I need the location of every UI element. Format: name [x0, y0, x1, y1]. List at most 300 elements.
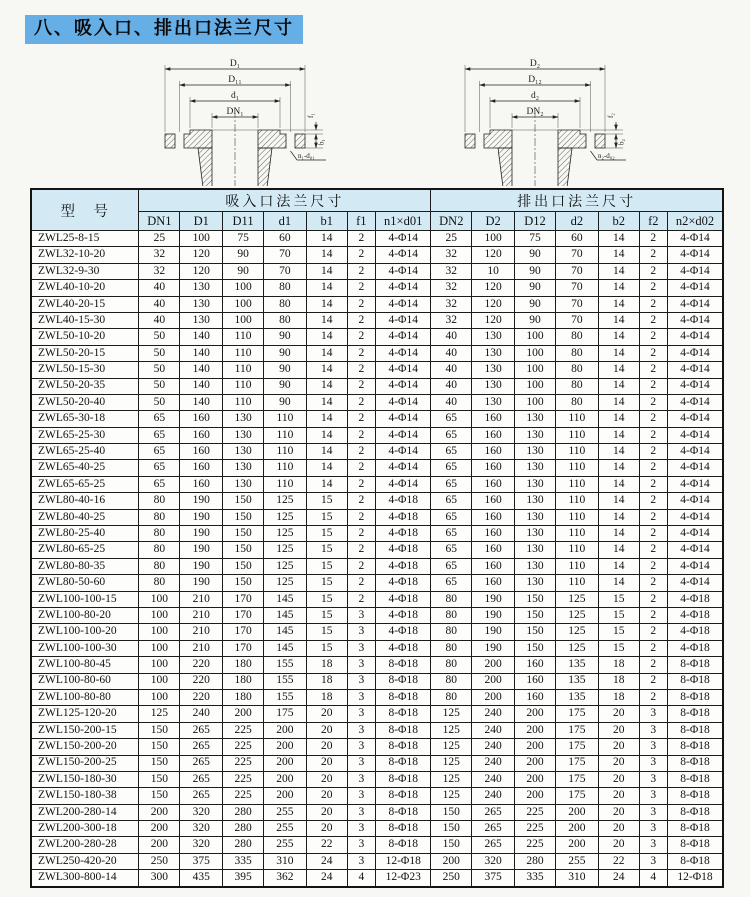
- dimension-cell: 140: [180, 329, 223, 345]
- hub-wall-left: [198, 148, 212, 186]
- dimension-cell: 125: [431, 739, 472, 755]
- dimension-cell: 120: [472, 312, 515, 328]
- model-cell: ZWL125-120-20: [31, 706, 139, 722]
- dimension-cell: 2: [639, 444, 667, 460]
- dimension-cell: 60: [555, 231, 598, 247]
- dimension-cell: 20: [598, 788, 639, 804]
- dimension-cell: 2: [639, 509, 667, 525]
- dimension-cell: 160: [515, 673, 556, 689]
- model-cell: ZWL25-8-15: [31, 231, 139, 247]
- dimension-cell: 15: [306, 640, 347, 656]
- dimension-cell: 4-Φ14: [376, 460, 431, 476]
- dimension-cell: 110: [223, 345, 264, 361]
- dimension-cell: 14: [598, 263, 639, 279]
- dimension-cell: 14: [598, 476, 639, 492]
- dimension-cell: 250: [139, 853, 180, 869]
- dimension-cell: 90: [515, 263, 556, 279]
- dimension-cell: 3: [639, 755, 667, 771]
- dimension-cell: 160: [472, 558, 515, 574]
- dimension-cell: 3: [639, 804, 667, 820]
- flange-edge-left: [165, 134, 175, 148]
- dimension-cell: 80: [431, 640, 472, 656]
- dimension-cell: 150: [139, 788, 180, 804]
- dimension-cell: 100: [139, 607, 180, 623]
- dimension-cell: 32: [431, 312, 472, 328]
- dimension-cell: 15: [598, 624, 639, 640]
- dimension-cell: 14: [306, 378, 347, 394]
- dimension-cell: 150: [139, 755, 180, 771]
- dimension-cell: 200: [515, 771, 556, 787]
- dimension-cell: 14: [598, 411, 639, 427]
- table-row: [31, 247, 723, 263]
- dimension-cell: 125: [555, 591, 598, 607]
- dimension-cell: 2: [639, 526, 667, 542]
- dimension-cell: 375: [472, 870, 515, 887]
- hub-wall-left: [498, 148, 512, 186]
- model-cell: ZWL65-65-25: [31, 476, 139, 492]
- dimension-cell: 14: [306, 427, 347, 443]
- table-row: [31, 837, 723, 853]
- dimension-cell: 140: [180, 394, 223, 410]
- dimension-cell: 110: [555, 427, 598, 443]
- dimension-cell: 80: [555, 378, 598, 394]
- dimension-cell: 15: [306, 591, 347, 607]
- dimension-cell: 65: [431, 411, 472, 427]
- dimension-cell: 8-Φ18: [376, 673, 431, 689]
- dimension-cell: 15: [598, 607, 639, 623]
- dimension-cell: 130: [223, 411, 264, 427]
- dimension-cell: 155: [263, 657, 306, 673]
- dimension-cell: 80: [555, 394, 598, 410]
- dimension-cell: 14: [598, 280, 639, 296]
- dimension-cell: 160: [180, 427, 223, 443]
- dimension-cell: 110: [555, 460, 598, 476]
- dimension-cell: 3: [347, 607, 375, 623]
- dimension-cell: 100: [515, 329, 556, 345]
- dimension-cell: 14: [598, 345, 639, 361]
- dimension-cell: 4-Φ18: [667, 624, 723, 640]
- dimension-cell: 2: [347, 263, 375, 279]
- dimension-cell: 40: [431, 394, 472, 410]
- dimension-cell: 65: [431, 476, 472, 492]
- dimension-cell: 4-Φ18: [376, 558, 431, 574]
- table-row: [31, 853, 723, 869]
- dimension-cell: 175: [555, 788, 598, 804]
- dimension-cell: 2: [347, 558, 375, 574]
- dimension-cell: 22: [598, 853, 639, 869]
- dimension-cell: 2: [347, 280, 375, 296]
- dimension-cell: 265: [472, 821, 515, 837]
- dimension-cell: 50: [139, 394, 180, 410]
- dimension-cell: 90: [223, 263, 264, 279]
- flange-dimensions-table: [30, 188, 724, 888]
- dimension-cell: 14: [598, 558, 639, 574]
- dimension-cell: 4-Φ14: [667, 542, 723, 558]
- dimension-cell: 32: [431, 296, 472, 312]
- flange-edge-right: [595, 134, 605, 148]
- dimension-cell: 200: [263, 771, 306, 787]
- dimension-cell: 8-Φ18: [376, 821, 431, 837]
- dimension-cell: 80: [139, 558, 180, 574]
- dimension-cell: 255: [263, 804, 306, 820]
- table-row: [31, 263, 723, 279]
- header-n2xd02: n2×d02: [667, 212, 723, 231]
- dimension-cell: 4-Φ14: [667, 231, 723, 247]
- dimension-cell: 14: [598, 231, 639, 247]
- dimension-cell: 2: [639, 427, 667, 443]
- dimension-cell: 2: [347, 444, 375, 460]
- dimension-cell: 3: [347, 624, 375, 640]
- dimension-cell: 100: [515, 362, 556, 378]
- dimension-cell: 265: [180, 739, 223, 755]
- dimension-cell: 280: [515, 853, 556, 869]
- table-row: [31, 476, 723, 492]
- model-cell: ZWL40-15-30: [31, 312, 139, 328]
- dimension-cell: 110: [555, 575, 598, 591]
- dimension-cell: 15: [306, 607, 347, 623]
- discharge-flange-drawing: [440, 48, 630, 186]
- table-row: [31, 624, 723, 640]
- dim-label-bolt-holes: n₂-d₀₂: [598, 152, 615, 160]
- dimension-cell: 14: [306, 362, 347, 378]
- dimension-cell: 3: [347, 788, 375, 804]
- dimension-cell: 4-Φ14: [376, 247, 431, 263]
- dimension-cell: 8-Φ18: [376, 657, 431, 673]
- dimension-cell: 2: [639, 673, 667, 689]
- dimension-cell: 20: [306, 788, 347, 804]
- dimension-cell: 225: [515, 837, 556, 853]
- dimension-cell: 8-Φ18: [376, 739, 431, 755]
- dimension-cell: 4-Φ18: [376, 640, 431, 656]
- dimension-cell: 80: [139, 542, 180, 558]
- dimension-cell: 2: [347, 526, 375, 542]
- table-row: [31, 689, 723, 705]
- dimension-cell: 8-Φ18: [667, 739, 723, 755]
- dimension-cell: 130: [515, 542, 556, 558]
- dimension-cell: 120: [472, 296, 515, 312]
- dimension-cell: 65: [431, 427, 472, 443]
- dimension-cell: 4-Φ14: [667, 427, 723, 443]
- dimension-cell: 190: [180, 542, 223, 558]
- dimension-cell: 24: [306, 853, 347, 869]
- table-row: [31, 509, 723, 525]
- dimension-cell: 150: [431, 804, 472, 820]
- dimension-cell: 80: [555, 345, 598, 361]
- dimension-cell: 40: [431, 329, 472, 345]
- dimension-cell: 135: [555, 689, 598, 705]
- dimension-cell: 300: [139, 870, 180, 887]
- dimension-cell: 14: [598, 460, 639, 476]
- dimension-cell: 120: [472, 247, 515, 263]
- dimension-cell: 2: [639, 689, 667, 705]
- header-dn1: DN1: [139, 212, 180, 231]
- dimension-cell: 2: [347, 394, 375, 410]
- dimension-cell: 130: [515, 493, 556, 509]
- dimension-cell: 100: [223, 312, 264, 328]
- dimension-cell: 80: [431, 673, 472, 689]
- dimension-cell: 200: [263, 739, 306, 755]
- dimension-cell: 40: [139, 312, 180, 328]
- dimension-cell: 20: [306, 821, 347, 837]
- dimension-cell: 3: [639, 788, 667, 804]
- dimension-cell: 2: [639, 460, 667, 476]
- dimension-cell: 14: [306, 444, 347, 460]
- dimension-cell: 14: [598, 427, 639, 443]
- dimension-cell: 2: [639, 296, 667, 312]
- dimension-cell: 65: [431, 509, 472, 525]
- dimension-cell: 24: [306, 870, 347, 887]
- dimension-cell: 100: [139, 591, 180, 607]
- dimension-cell: 175: [555, 771, 598, 787]
- dimension-cell: 210: [180, 640, 223, 656]
- dimension-cell: 3: [639, 722, 667, 738]
- header-d1-cap: D1: [180, 212, 223, 231]
- dimension-cell: 135: [555, 673, 598, 689]
- dimension-cell: 20: [306, 755, 347, 771]
- dimension-cell: 80: [431, 591, 472, 607]
- dimension-cell: 50: [139, 329, 180, 345]
- dimension-cell: 150: [515, 640, 556, 656]
- dimension-cell: 160: [180, 411, 223, 427]
- dimension-cell: 110: [555, 542, 598, 558]
- dimension-cell: 130: [223, 427, 264, 443]
- table-row: [31, 296, 723, 312]
- dimension-cell: 8-Φ18: [667, 837, 723, 853]
- dimension-cell: 8-Φ18: [667, 853, 723, 869]
- dimension-cell: 18: [306, 673, 347, 689]
- dimension-cell: 110: [263, 476, 306, 492]
- dimension-cell: 90: [515, 280, 556, 296]
- dimension-cell: 25: [139, 231, 180, 247]
- dimension-cell: 362: [263, 870, 306, 887]
- dimension-cell: 240: [180, 706, 223, 722]
- dimension-cell: 3: [347, 640, 375, 656]
- dimension-cell: 2: [347, 231, 375, 247]
- dimension-cell: 200: [223, 706, 264, 722]
- dimension-cell: 18: [598, 689, 639, 705]
- dimension-cell: 280: [223, 837, 264, 853]
- dimension-cell: 70: [263, 247, 306, 263]
- dimension-cell: 145: [263, 591, 306, 607]
- dimension-cell: 110: [555, 509, 598, 525]
- dimension-cell: 20: [306, 739, 347, 755]
- dimension-cell: 110: [263, 427, 306, 443]
- dimension-cell: 175: [555, 755, 598, 771]
- dimension-cell: 8-Φ18: [376, 755, 431, 771]
- dimension-cell: 100: [139, 624, 180, 640]
- dimension-cell: 150: [223, 542, 264, 558]
- dim-label-outer-diameter: D₂: [529, 59, 541, 69]
- dimension-cell: 120: [180, 263, 223, 279]
- dimension-cell: 2: [347, 345, 375, 361]
- header-b1: b1: [306, 212, 347, 231]
- dimension-cell: 12-Φ23: [376, 870, 431, 887]
- dim-label-face-diameter: d₁: [230, 91, 240, 101]
- dimension-cell: 2: [347, 312, 375, 328]
- dimension-cell: 15: [306, 509, 347, 525]
- dimension-cell: 90: [223, 247, 264, 263]
- dimension-cell: 265: [472, 804, 515, 820]
- dimension-cell: 15: [306, 493, 347, 509]
- dimension-cell: 130: [515, 427, 556, 443]
- dimension-cell: 135: [555, 657, 598, 673]
- dimension-cell: 2: [639, 558, 667, 574]
- model-cell: ZWL100-80-20: [31, 607, 139, 623]
- dimension-cell: 2: [347, 509, 375, 525]
- dimension-cell: 3: [347, 755, 375, 771]
- dimension-cell: 150: [515, 624, 556, 640]
- dimension-cell: 160: [472, 411, 515, 427]
- dimension-cell: 150: [223, 526, 264, 542]
- dimension-cell: 4-Φ18: [667, 607, 723, 623]
- dimension-cell: 2: [639, 231, 667, 247]
- dimension-cell: 4-Φ14: [376, 296, 431, 312]
- dimension-cell: 125: [431, 771, 472, 787]
- dimension-cell: 2: [639, 493, 667, 509]
- dimension-cell: 14: [598, 296, 639, 312]
- dimension-cell: 255: [555, 853, 598, 869]
- dimension-cell: 130: [515, 575, 556, 591]
- model-cell: ZWL65-25-40: [31, 444, 139, 460]
- dimension-cell: 130: [223, 476, 264, 492]
- dimension-cell: 100: [223, 296, 264, 312]
- dimension-cell: 14: [306, 329, 347, 345]
- dimension-cell: 255: [263, 837, 306, 853]
- dimension-cell: 4-Φ14: [667, 476, 723, 492]
- dim-label-bolt-holes: n₁-d₀₁: [298, 152, 315, 160]
- dimension-cell: 200: [472, 689, 515, 705]
- dimension-cell: 125: [431, 722, 472, 738]
- dimension-cell: 3: [347, 771, 375, 787]
- dimension-cell: 130: [515, 526, 556, 542]
- dimension-cell: 4-Φ18: [667, 591, 723, 607]
- dimension-cell: 335: [515, 870, 556, 887]
- dimension-cell: 190: [180, 493, 223, 509]
- flange-plate-right: [258, 130, 286, 148]
- dimension-cell: 2: [347, 460, 375, 476]
- model-cell: ZWL250-420-20: [31, 853, 139, 869]
- table-row: [31, 542, 723, 558]
- dimension-cell: 14: [306, 460, 347, 476]
- model-cell: ZWL80-25-40: [31, 526, 139, 542]
- dimension-cell: 170: [223, 624, 264, 640]
- model-cell: ZWL100-100-15: [31, 591, 139, 607]
- dimension-cell: 22: [306, 837, 347, 853]
- header-d12: D12: [515, 212, 556, 231]
- dimension-cell: 110: [223, 329, 264, 345]
- dimension-cell: 4-Φ14: [667, 509, 723, 525]
- dimension-cell: 160: [472, 427, 515, 443]
- dimension-cell: 2: [347, 378, 375, 394]
- model-cell: ZWL200-280-28: [31, 837, 139, 853]
- dimension-cell: 190: [472, 591, 515, 607]
- dimension-cell: 60: [263, 231, 306, 247]
- dimension-cell: 395: [223, 870, 264, 887]
- dimension-cell: 80: [263, 312, 306, 328]
- dimension-cell: 65: [139, 411, 180, 427]
- dimension-cell: 40: [431, 362, 472, 378]
- dimension-cell: 160: [180, 476, 223, 492]
- dimension-cell: 14: [598, 312, 639, 328]
- dimension-cell: 100: [472, 231, 515, 247]
- dimension-cell: 20: [306, 771, 347, 787]
- dimension-cell: 130: [472, 394, 515, 410]
- dimension-cell: 4-Φ14: [667, 247, 723, 263]
- dimension-cell: 80: [555, 362, 598, 378]
- dimension-cell: 4-Φ14: [667, 312, 723, 328]
- dimension-cell: 4-Φ14: [376, 444, 431, 460]
- dimension-cell: 14: [306, 345, 347, 361]
- dimension-cell: 4-Φ18: [376, 526, 431, 542]
- dimension-cell: 280: [223, 804, 264, 820]
- dimension-cell: 2: [639, 411, 667, 427]
- dimension-cell: 20: [306, 722, 347, 738]
- dimension-cell: 4: [347, 870, 375, 887]
- dimension-cell: 160: [180, 444, 223, 460]
- dimension-cell: 100: [139, 673, 180, 689]
- dimension-cell: 20: [598, 837, 639, 853]
- dimension-cell: 140: [180, 362, 223, 378]
- model-cell: ZWL150-180-30: [31, 771, 139, 787]
- dimension-cell: 80: [431, 689, 472, 705]
- dimension-cell: 90: [515, 247, 556, 263]
- dimension-cell: 80: [431, 607, 472, 623]
- model-cell: ZWL300-800-14: [31, 870, 139, 887]
- dimension-cell: 4-Φ18: [376, 607, 431, 623]
- table-row: [31, 673, 723, 689]
- dimension-cell: 3: [639, 706, 667, 722]
- dimension-cell: 14: [598, 542, 639, 558]
- dimension-cell: 8-Φ18: [667, 689, 723, 705]
- dimension-cell: 70: [555, 296, 598, 312]
- dimension-cell: 125: [139, 706, 180, 722]
- dimension-cell: 14: [598, 378, 639, 394]
- dimension-cell: 4-Φ14: [376, 263, 431, 279]
- dimension-cell: 3: [639, 821, 667, 837]
- dimension-cell: 40: [139, 280, 180, 296]
- dimension-cell: 180: [223, 673, 264, 689]
- dimension-cell: 150: [431, 837, 472, 853]
- dimension-cell: 70: [555, 263, 598, 279]
- dimension-cell: 2: [639, 378, 667, 394]
- table-row: [31, 739, 723, 755]
- header-suction-group: 吸入口法兰尺寸: [139, 189, 431, 212]
- dimension-cell: 130: [180, 312, 223, 328]
- dimension-cell: 4-Φ14: [667, 329, 723, 345]
- dimension-cell: 2: [347, 493, 375, 509]
- dimension-cell: 3: [347, 722, 375, 738]
- dimension-cell: 4-Φ14: [667, 280, 723, 296]
- dimension-cell: 2: [639, 575, 667, 591]
- header-d2-cap: D2: [472, 212, 515, 231]
- dimension-cell: 210: [180, 591, 223, 607]
- dimension-cell: 14: [306, 411, 347, 427]
- dimension-cell: 170: [223, 607, 264, 623]
- dimension-cell: 18: [306, 689, 347, 705]
- dimension-cell: 65: [139, 460, 180, 476]
- dimension-cell: 2: [639, 329, 667, 345]
- dimension-cell: 180: [223, 689, 264, 705]
- dimension-cell: 100: [223, 280, 264, 296]
- table-row: [31, 722, 723, 738]
- flange-plate-right: [558, 130, 586, 148]
- dimension-cell: 310: [263, 853, 306, 869]
- dimension-cell: 130: [472, 329, 515, 345]
- dimension-cell: 15: [306, 526, 347, 542]
- header-d11: D11: [223, 212, 264, 231]
- dimension-cell: 20: [598, 821, 639, 837]
- dim-label-bolt-circle: D₁₂: [528, 75, 542, 85]
